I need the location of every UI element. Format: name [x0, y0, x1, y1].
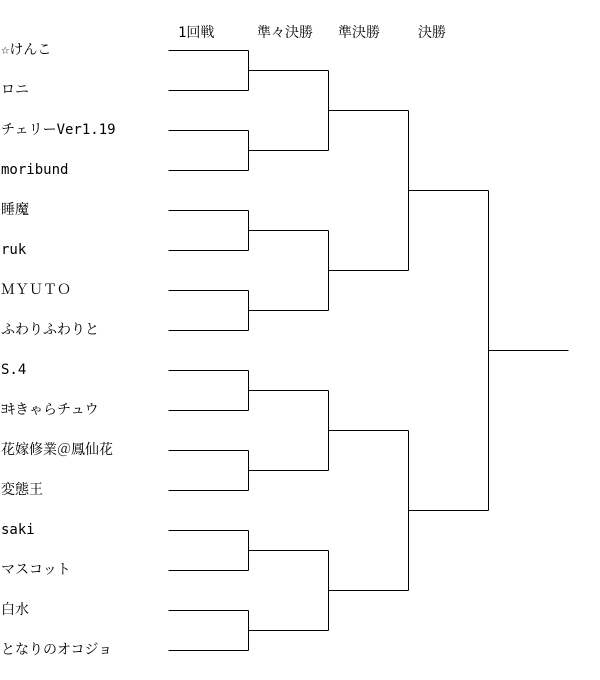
entrant-4: moribund	[1, 162, 69, 178]
entrant-6: ruk	[1, 242, 27, 258]
round-header-semifinal: 準決勝	[338, 25, 380, 41]
entrant-12: 変態王	[1, 482, 43, 498]
entrant-8: ふわりふわりと	[1, 322, 99, 338]
round-header-quarterfinal: 準々決勝	[257, 25, 313, 41]
entrant-13: saki	[1, 522, 35, 538]
round-header-final: 決勝	[418, 25, 446, 41]
entrant-3: チェリーVer1.19	[1, 122, 116, 138]
entrant-7: ＭＹＵＴＯ	[1, 282, 71, 298]
round-header-1: 1回戦	[178, 25, 215, 41]
entrant-9: S.4	[1, 362, 27, 378]
entrant-16: となりのオコジョ	[1, 642, 113, 658]
entrant-15: 白水	[1, 602, 29, 618]
entrant-1: ☆けんこ	[1, 42, 52, 58]
entrant-14: マスコット	[1, 562, 71, 578]
entrant-2: ロニ	[1, 82, 29, 98]
entrant-10: ﾖｷきゃらチュウ	[1, 402, 99, 418]
entrant-11: 花嫁修業＠鳳仙花	[1, 442, 113, 458]
entrant-5: 睡魔	[1, 202, 29, 218]
